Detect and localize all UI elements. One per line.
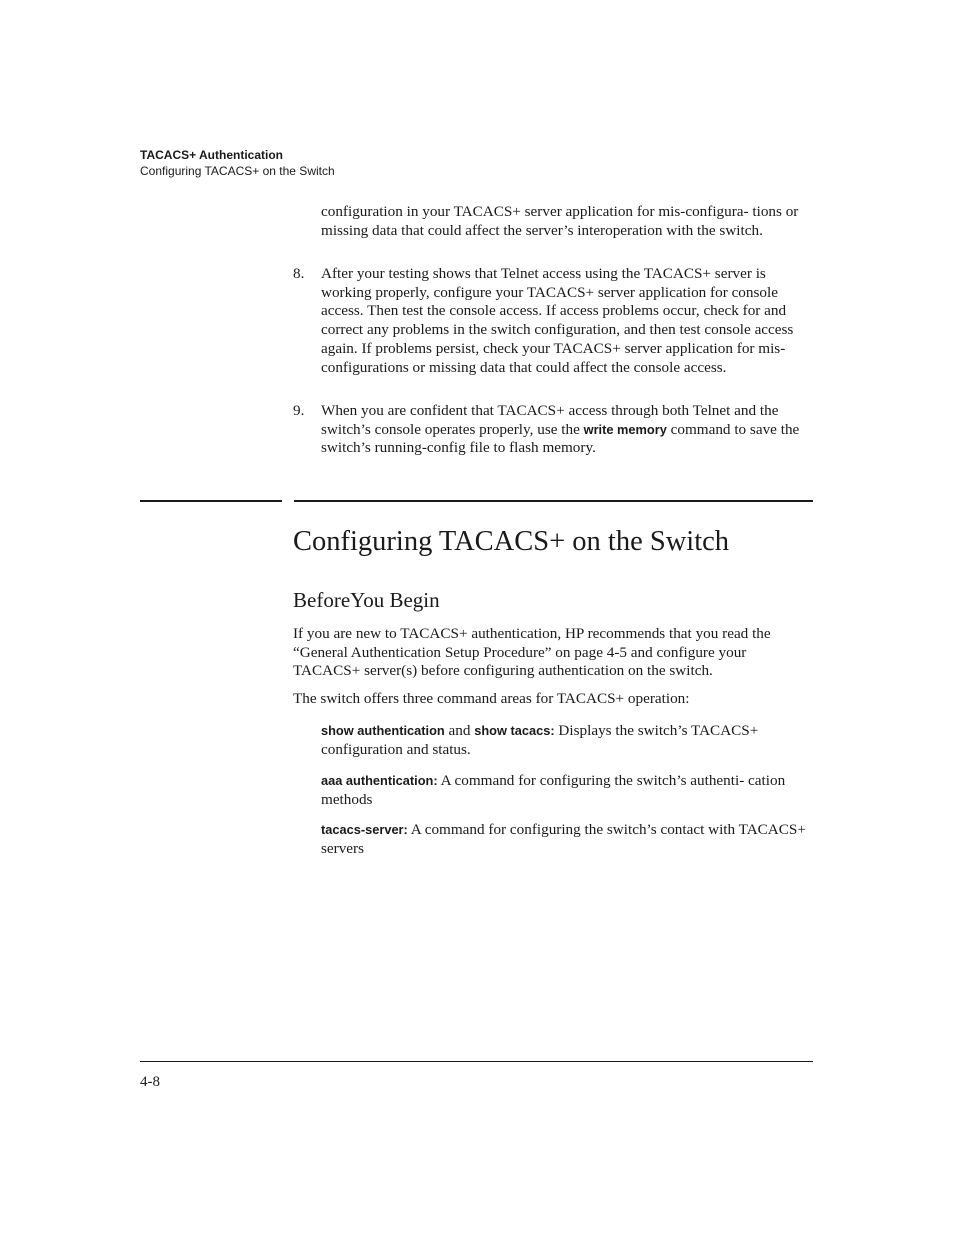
chapter-title: TACACS+ Authentication — [140, 148, 283, 162]
item-description: A command for configuring the switch’s contact with TACACS+ servers — [321, 821, 806, 857]
step-7-continuation: configuration in your TACACS+ server application for mis-configura- tions or missing data that could affect the server’s interoperation with the switch. — [321, 203, 799, 239]
section-title: Configuring TACACS+ on the Switch — [293, 526, 730, 557]
section-rule-right — [294, 500, 813, 502]
command-show-authentication: show authentication — [321, 723, 445, 738]
command-item-aaa — [321, 772, 813, 809]
step-number: 9. — [293, 402, 305, 419]
subsection-title: BeforeYou Begin — [293, 588, 440, 612]
step-text-part: When you are confident that TACACS+ access through both Telnet and the switch’s console operates properly, use the — [321, 402, 779, 438]
section-rule-left — [140, 500, 282, 502]
intro-paragraph: If you are new to TACACS+ authentication, HP recommends that you read the “General Authentication Setup Procedure” on page 4-5 and configure your TACACS+ server(s) before configuring authentication on the switch. — [293, 625, 771, 680]
command-aaa-authentication: aaa authentication: — [321, 773, 438, 788]
item-description: Displays the switch’s TACACS+ configuration and status. — [321, 722, 759, 758]
command-item-show — [321, 722, 813, 759]
step-text-part: command to save the switch’s running-config file to flash memory. — [321, 420, 800, 457]
footer-rule — [140, 1061, 813, 1062]
command-areas-lead-in: The switch offers three command areas for TACACS+ operation: — [293, 690, 690, 707]
command-write-memory: write memory — [583, 421, 667, 437]
step-number: 8. — [293, 265, 305, 282]
section-running-title: Configuring TACACS+ on the Switch — [140, 164, 335, 178]
step-text — [321, 402, 813, 458]
page-number: 4-8 — [140, 1074, 160, 1090]
item-joiner: and — [444, 722, 475, 739]
step-text: After your testing shows that Telnet access using the TACACS+ server is working properly, configure your TACACS+ server application for console access. Then test the console access. If access problems occur, check for and correct any problems in the switch configuration, and then test console access again. If problems persist, check your TACACS+ server application for mis-configurations or missing data that could affect the console access. — [321, 265, 794, 376]
command-item-tacacs-server — [321, 821, 813, 858]
running-header — [140, 147, 335, 179]
item-description: A command for configuring the switch’s authenti- cation methods — [321, 772, 786, 808]
command-tacacs-server: tacacs-server: — [321, 822, 408, 837]
command-show-tacacs: show tacacs: — [474, 723, 555, 738]
